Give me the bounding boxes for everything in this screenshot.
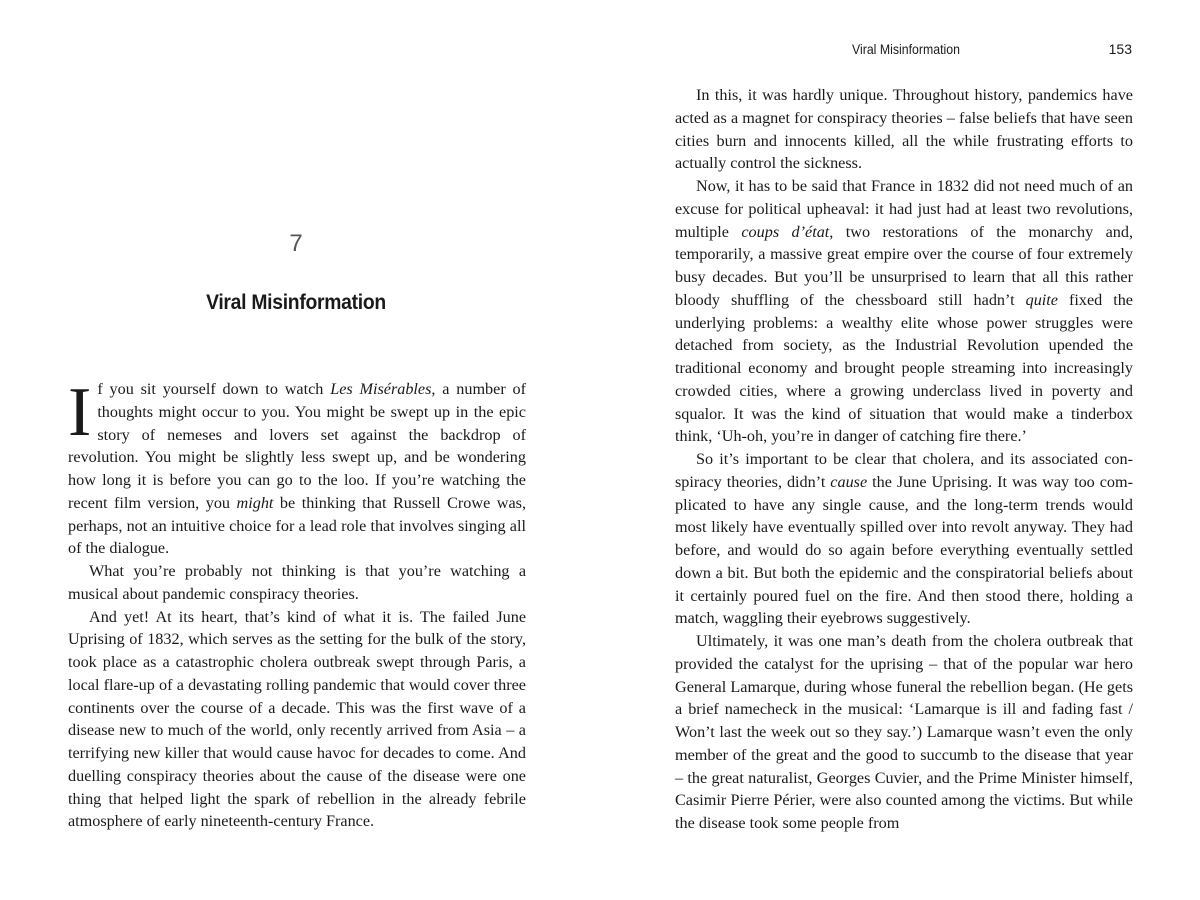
paragraph-2: What you’re probably not thinking is that you’re watching a musical about pandemic conspiracy theories. xyxy=(68,562,526,603)
text-run: Now, it has to be said that France in 1832 did not need much of an excuse for political upheaval: it had just had at least two revolutions, multiple xyxy=(675,177,1133,241)
chapter-title: Viral Misinformation xyxy=(206,291,386,314)
chapter-body xyxy=(68,374,527,833)
italic-text: Les Misérables xyxy=(330,380,432,398)
text-run: f you sit yourself down to watch xyxy=(97,380,331,398)
text-run: In this, it was hardly unique. Throughout history, pandemics have acted as a magnet for conspiracy theories – false beliefs that have seen cities burn and innocents killed, all the while frustrating efforts to actually control the sickness. xyxy=(675,86,1133,173)
italic-text: quite xyxy=(1025,290,1058,309)
italic-text: might xyxy=(236,493,274,512)
page-body xyxy=(675,84,1133,835)
text-run: , a number of thoughts might occur to you. You might be swept up in the epic story of nemeses and lovers set against the backdrop of revolution. You might be slightly less swept up, and be wondering how long it is before you can go to the loo. If you’re watching the recent film version, you xyxy=(68,380,527,512)
page-number: 153 xyxy=(1108,41,1132,57)
drop-cap: I xyxy=(68,374,92,451)
text-run: fixed the underlying problems: a wealthy elite whose power struggles were detached from society, as the Industrial Revolution upended the traditional economy and brought people streaming into increasingly crowded cities, where a growing underclass lived in poverty and squalor. It was the kind of situation that would make a tinderbox think, ‘Uh-oh, you’re in danger of catching fire there.’ xyxy=(675,290,1133,446)
paragraph-right-4 xyxy=(675,630,1133,835)
running-head: Viral Misinformation xyxy=(852,41,960,57)
text-run: Ultimately, it was one man’s death from the cholera outbreak that provided the catalyst for the uprising – that of the popular war hero General Lamarque, during whose funeral the rebellion began. (He gets a brief namecheck in the musical: ‘Lamarque is ill and fading fast / Won’t last the week out so they say.’) Lamarque wasn’t even the only member of the great and the good to succumb to the disease that year – the great naturalist, Georges Cuvier, and the Prime Minister himself, Casimir Pierre Périer, were also counted among the victims. But while the disease took some people from xyxy=(675,632,1133,832)
opening-paragraph-text xyxy=(68,374,527,558)
text-run: be thinking that Russell Crowe was, perhaps, not an intuitive choice for a lead role that involves singing all of the dialogue. xyxy=(68,493,527,558)
text-run: the June Uprising. It was way too complicated to have any single cause, and the long-term trends would most likely have eventually spilled over into revolt anyway. They had before, and would do so again before everything eventually settled down a bit. But both the epidemic and the conspiratorial beliefs about it certainly poured fuel on the fire. And then stood there, holding a match, waggling their eyebrows suggestively. xyxy=(675,472,1133,628)
paragraph-right-2 xyxy=(675,175,1133,448)
paragraph-right-1 xyxy=(675,84,1133,175)
chapter-number: 7 xyxy=(289,230,303,257)
italic-text: coups d’état xyxy=(741,222,830,241)
paragraph-right-3 xyxy=(675,448,1133,630)
text-run: So it’s important to be clear that cholera, and its associated conspiracy theories, didn’t xyxy=(675,450,1133,491)
text-run: , two restorations of the monarchy and, temporarily, a massive great empire over the course of four extremely busy decades. But you’ll be unsurprised to learn that all this rather bloody shuffling of the chessboard still hadn’t xyxy=(675,222,1133,309)
paragraph-3: And yet! At its heart, that’s kind of what it is. The failed June Uprising of 1832, which serves as the setting for the bulk of the story, took place as a catastrophic cholera outbreak swept through Paris, a local flare-up of a devastating rolling pandemic that would cover three continents over the course of a decade. This was the first wave of a disease new to much of the world, only recently arrived from Asia – a terrifying new killer that would cause havoc for decades to come. And duelling conspiracy theories about the cause of the disease were one thing that helped light the spark of rebellion in the already febrile atmosphere of early nineteenth-century France. xyxy=(68,607,526,831)
italic-text: cause xyxy=(830,472,868,491)
opening-paragraph xyxy=(68,374,527,560)
